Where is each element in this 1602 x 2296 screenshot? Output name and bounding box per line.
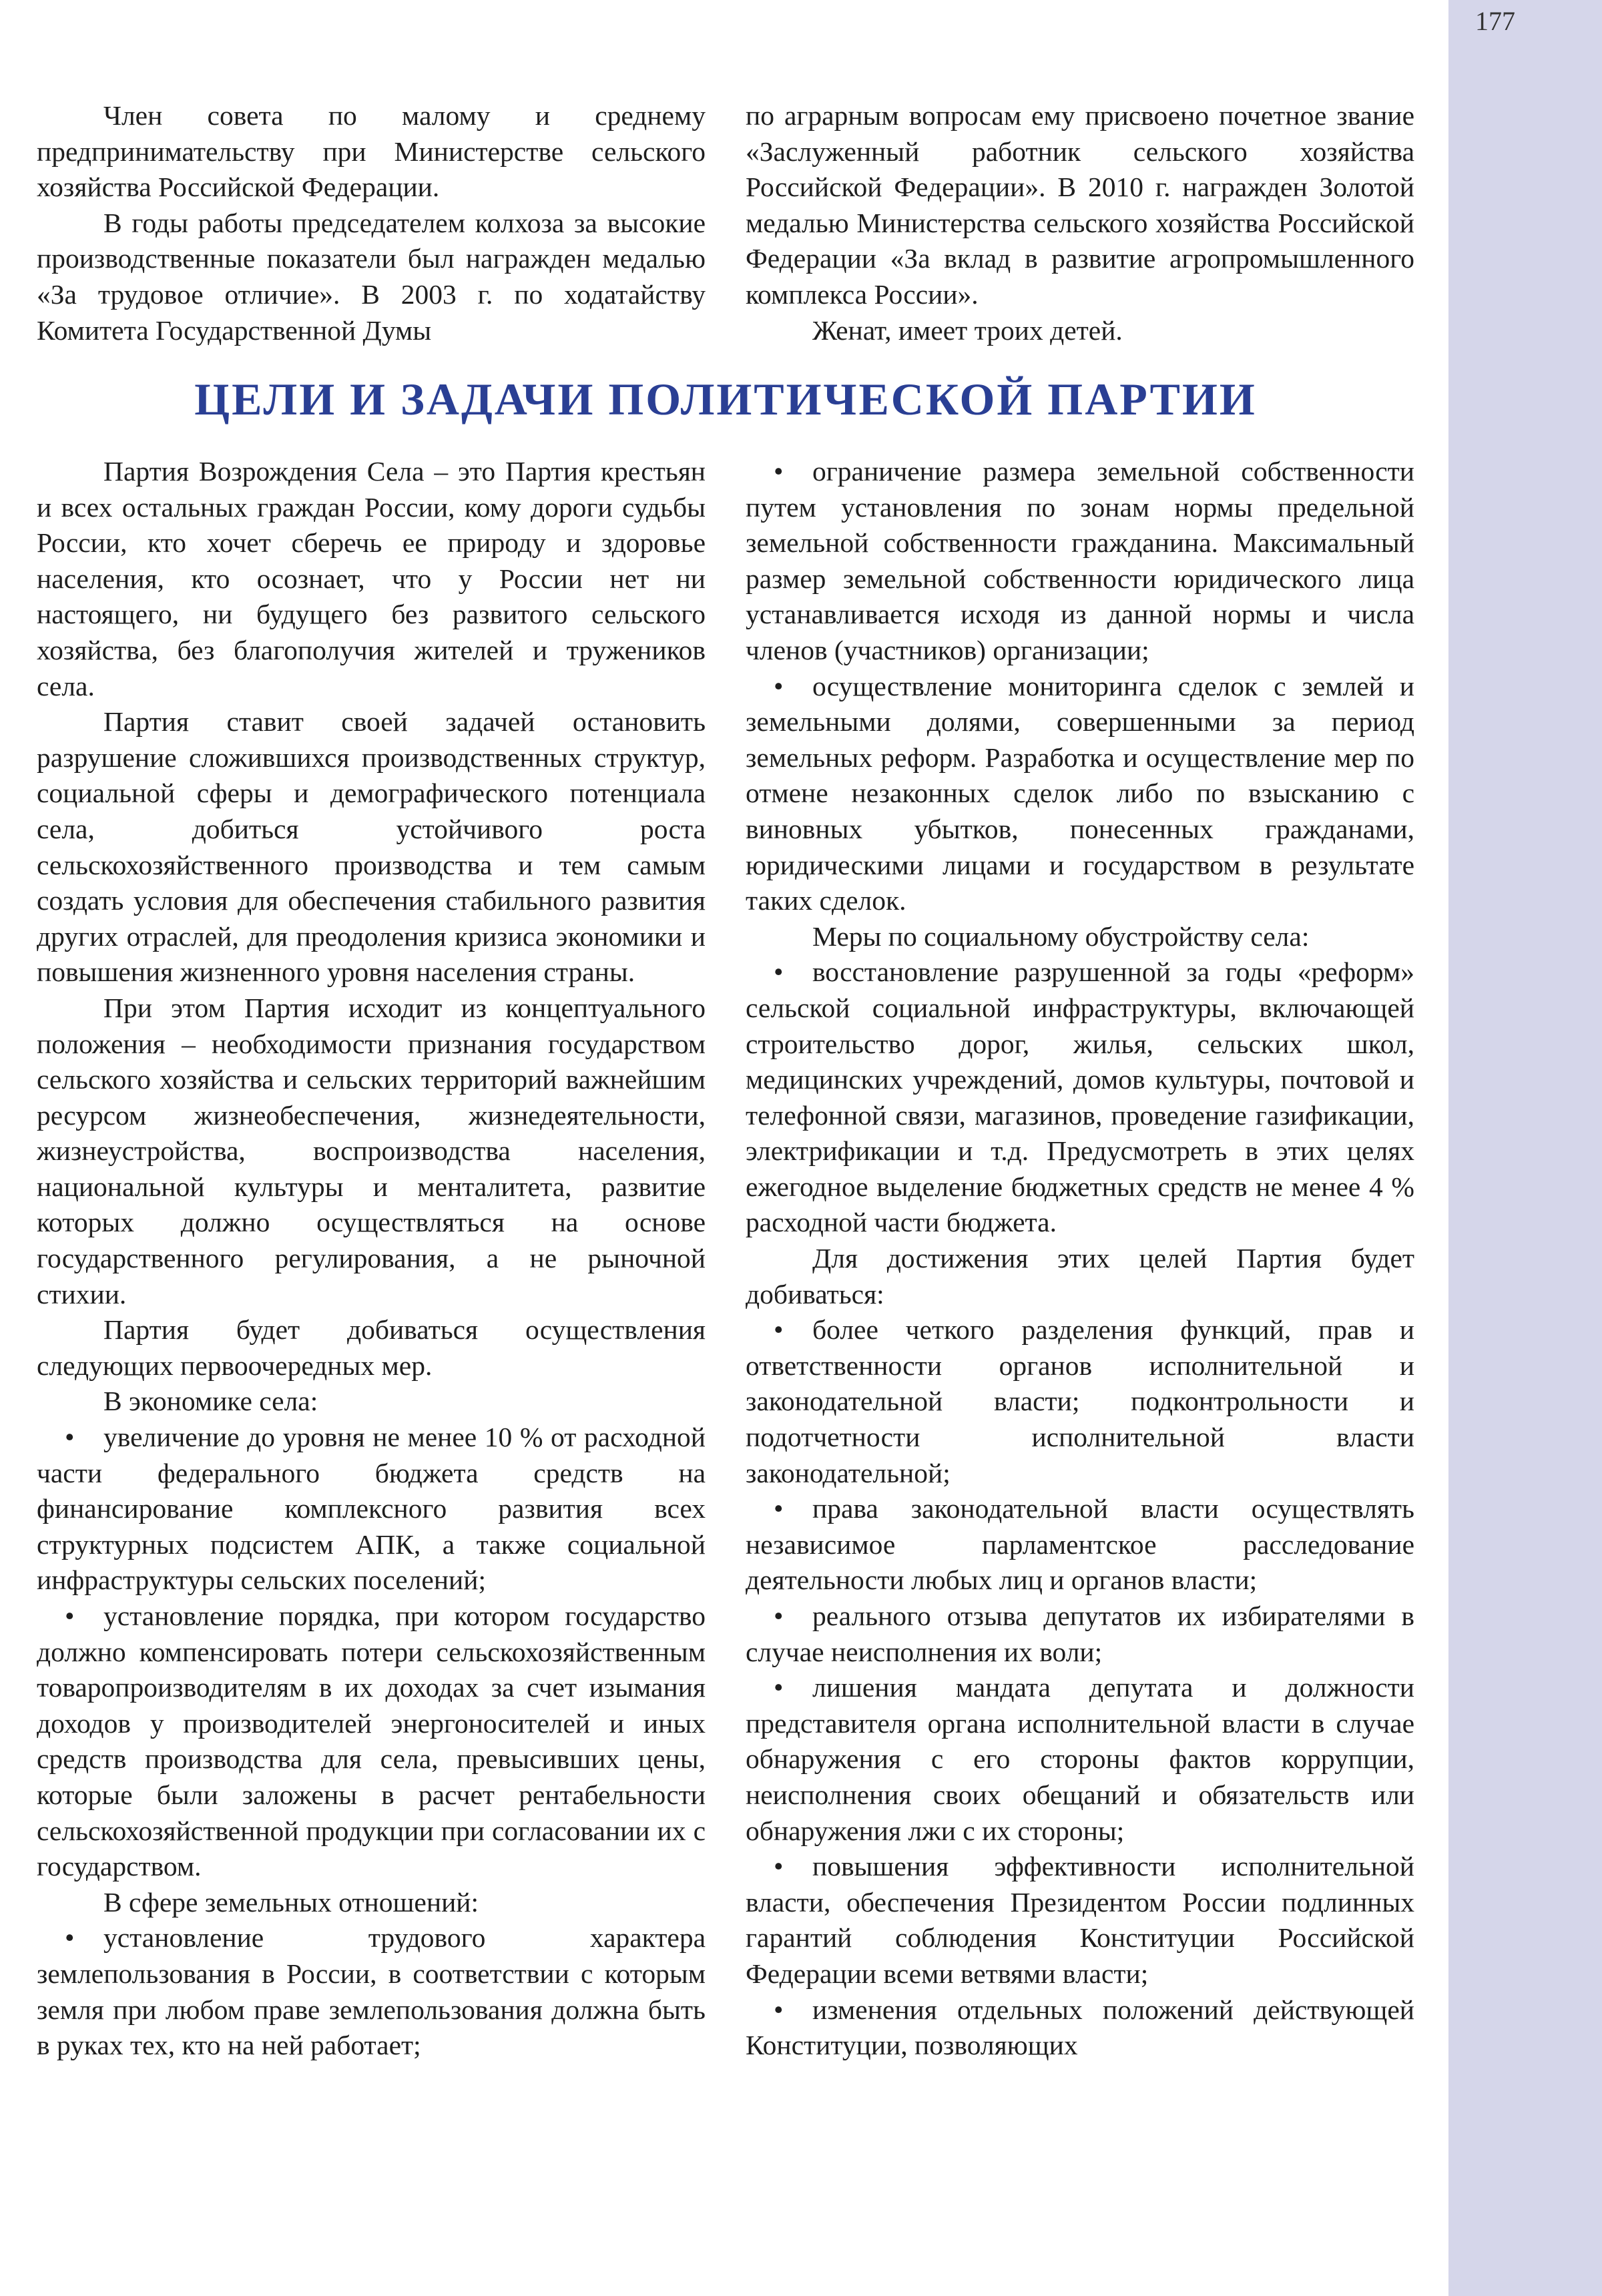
bullet-text: права законодательной власти осуществлять независимое парламентское расследование деятельности любых лиц и органов власти; [746, 1493, 1414, 1596]
bullet-text: установление трудового характера землепользования в России, в соответствии с которым земля при любом праве землепользования должна быть в руках тех, кто на ней работает; [37, 1922, 706, 2061]
paragraph: Партия Возрождения Села – это Партия крестьян и всех остальных граждан России, кому дороги судьбы России, кто хочет сберечь ее природу и здоровье населения, кто осознает, что у России нет ни настоящего, ни будущего без развитого сельского хозяйства, без благополучия жителей и тружеников села. [37, 456, 706, 701]
paragraph: В сфере земельных отношений: [103, 1886, 479, 1918]
bullet-icon: • [774, 1314, 784, 1346]
bullet-item [746, 954, 1414, 1241]
bullet-icon: • [774, 1851, 784, 1882]
bullet-item [746, 454, 1414, 669]
paragraph: При этом Партия исходит из концептуального положения – необходимости признания государством сельского хозяйства и сельских территорий важнейшим ресурсом жизнеобеспечения, жизнедеятельности, жизнеустройства, воспроизводства населения, национальной культуры и менталитета, развитие которых должно осуществляться на основе государственного регулирования, а не рыночной стихии. [37, 992, 706, 1310]
bullet-icon: • [774, 956, 784, 988]
paragraph: Член совета по малому и среднему предпринимательству при Министерстве сельского хозяйства Российской Федерации. [37, 100, 706, 203]
bullet-item [37, 1920, 706, 2063]
paragraph: В годы работы председателем колхоза за высокие производственные показатели был награжден медалью «За трудовое отличие». В 2003 г. по ходатайству Комитета Государственной Думы [37, 207, 706, 346]
bullet-text: лишения мандата депутата и должности представителя органа исполнительной власти в случае обнаружения с его стороны фактов коррупции, неисполнения своих обещаний и обязательств или обнаружения лжи с их стороны; [746, 1672, 1414, 1846]
bullet-icon: • [65, 1922, 75, 1954]
bullet-icon: • [65, 1422, 75, 1453]
bullet-item [746, 1992, 1414, 2064]
main-column-right [746, 454, 1414, 2064]
bullet-item [37, 1599, 706, 1885]
bullet-item [746, 1670, 1414, 1849]
page-number: 177 [1475, 6, 1515, 36]
paragraph: Партия будет добиваться осуществления следующих первоочередных мер. [37, 1314, 706, 1381]
bullet-text: ограничение размера земельной собственности путем установления по зонам нормы предельной земельной собственности гражданина. Максимальный размер земельной собственности юридического лица устанавливается исходя из данной нормы и числа членов (участников) организации; [746, 456, 1414, 665]
bullet-text: изменения отдельных положений действующей Конституции, позволяющих [746, 1994, 1414, 2061]
bio-column-right [746, 98, 1414, 348]
bullet-icon: • [774, 456, 784, 487]
bullet-text: более четкого разделения функций, прав и ответственности органов исполнительной и законодательной власти; подконтрольности и подотчетности исполнительной власти законодательной; [746, 1314, 1414, 1488]
bullet-item [746, 1312, 1414, 1491]
bullet-item [746, 1849, 1414, 1992]
bullet-icon: • [774, 670, 784, 701]
paragraph: В экономике села: [103, 1386, 318, 1417]
paragraph: Женат, имеет троих детей. [812, 314, 1123, 346]
bullet-text: увеличение до уровня не менее 10 % от расходной части федерального бюджета средств на финансирование комплексного развития всех структурных подсистем АПК, а также социальной инфраструктуры сельских поселений; [37, 1422, 706, 1596]
paragraph: Партия ставит своей задачей остановить разрушение сложившихся производственных структур, социальной сферы и демографического потенциала села, добиться устойчивого роста сельскохозяйственного производства и тем самым создать условия для обеспечения стабильного развития других отраслей, для преодоления кризиса экономики и повышения жизненного уровня населения страны. [37, 706, 706, 988]
bio-column-left [37, 98, 706, 348]
bullet-icon: • [774, 1601, 784, 1631]
bullet-item [746, 1491, 1414, 1599]
bullet-text: восстановление разрушенной за годы «реформ» сельской социальной инфраструктуры, включающей строительство дорог, жилья, сельских школ, медицинских учреждений, домов культуры, почтовой и телефонной связи, магазинов, проведение газификации, электрификации и т.д. Предусмотреть в этих целях ежегодное выделение бюджетных средств не менее 4 % расходной части бюджета. [746, 956, 1414, 1238]
bullet-item [746, 1599, 1414, 1670]
paragraph: Для достижения этих целей Партия будет добиваться: [746, 1243, 1414, 1310]
side-margin-band [1448, 0, 1602, 2296]
paragraph: Меры по социальному обустройству села: [812, 920, 1310, 952]
bullet-icon: • [774, 1672, 784, 1703]
bullet-text: повышения эффективности исполнительной власти, обеспечения Президентом России подлинных гарантий соблюдения Конституции Российской Федерации всеми ветвями власти; [746, 1851, 1414, 1989]
bullet-icon: • [774, 1493, 784, 1524]
bullet-item [746, 669, 1414, 919]
bullet-text: установление порядка, при котором государство должно компенсировать потери сельскохозяйственным товаропроизводителям в их доходах за счет изымания доходов у производителей энергоносителей и иных средств производства для села, превысивших цены, которые были заложены в расчет рентабельности сельскохозяйственной продукции при согласовании их с государством. [37, 1601, 706, 1882]
bullet-item [37, 1420, 706, 1599]
section-heading: ЦЕЛИ И ЗАДАЧИ ПОЛИТИЧЕСКОЙ ПАРТИИ [194, 374, 1257, 424]
main-column-left [37, 454, 706, 2064]
bullet-icon: • [774, 1994, 784, 2025]
bullet-icon: • [65, 1601, 75, 1631]
bullet-text: реального отзыва депутатов их избирателями в случае неисполнения их воли; [746, 1601, 1414, 1667]
bullet-text: осуществление мониторинга сделок с землей и земельными долями, совершенными за период земельных реформ. Разработка и осуществление мер по отмене незаконных сделок либо по взысканию с виновных убытков, понесенных гражданами, юридическими лицами и государством в результате таких сделок. [746, 670, 1414, 916]
paragraph: по аграрным вопросам ему присвоено почетное звание «Заслуженный работник сельского хозяйства Российской Федерации». В 2010 г. награжден Золотой медалью Министерства сельского хозяйства Российской Федерации «За вклад в развитие агропромышленного комплекса России». [746, 100, 1414, 310]
